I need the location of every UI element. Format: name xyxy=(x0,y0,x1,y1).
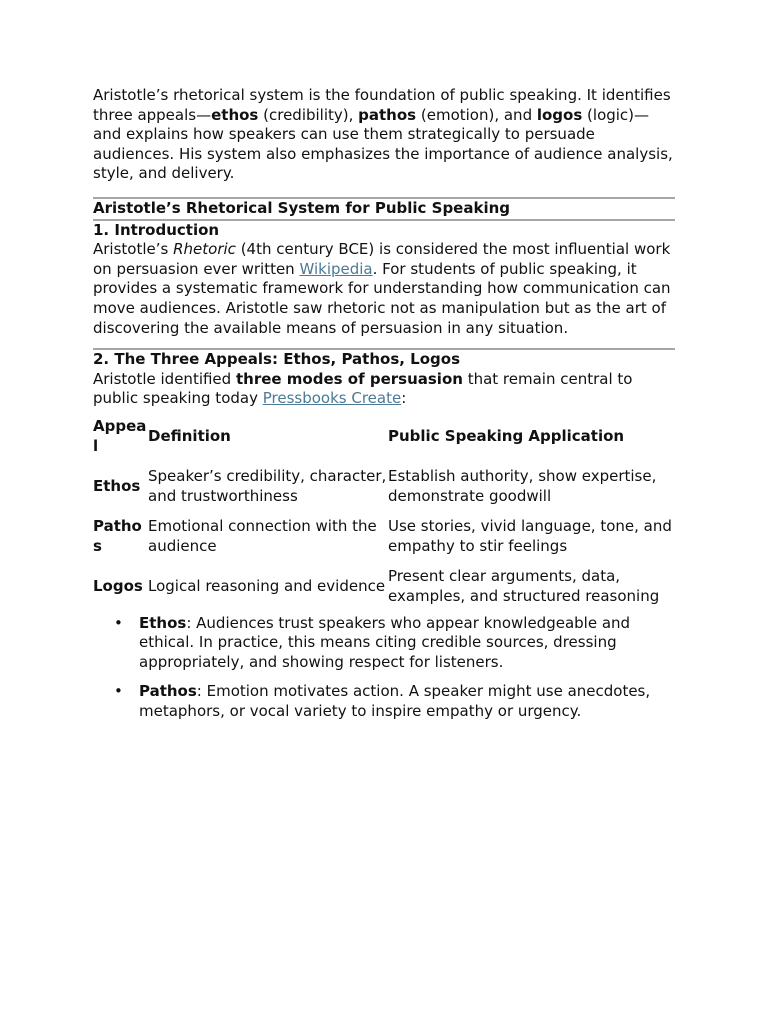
section-2-text: : xyxy=(401,389,407,408)
section-2-text: Aristotle identified xyxy=(93,369,236,388)
wikipedia-link[interactable]: Wikipedia xyxy=(299,259,373,278)
section-2-paragraph xyxy=(93,370,675,409)
appeal-cell: Logos xyxy=(93,577,143,596)
section-1-heading: 1. Introduction xyxy=(93,220,220,239)
intro-logos-term: logos xyxy=(536,105,583,124)
intro-text: Aristotle’s rhetorical system is the foundation of public speaking. It identifies three appeals— xyxy=(93,86,671,124)
section-2-text: that remain central to public speaking today xyxy=(93,369,633,408)
intro-text: (logic)—and explains how speakers can use them strategically to persuade audiences. His system also emphasizes the importance of audience analysis, style, and delivery. xyxy=(93,105,673,183)
column-header-application: Public Speaking Application xyxy=(388,426,625,445)
section-1-paragraph xyxy=(93,240,675,338)
definition-cell: Logical reasoning and evidence xyxy=(148,577,386,596)
bullet-term: Pathos xyxy=(139,682,197,701)
section-1-text: (4th century BCE) is considered the most influential work on persuasion ever written xyxy=(93,240,671,278)
column-header-definition: Definition xyxy=(148,426,231,445)
section-1-text: Aristotle’s xyxy=(93,240,174,259)
list-item xyxy=(114,613,675,673)
definition-cell: Emotional connection with the audience xyxy=(148,517,377,555)
table-header-row xyxy=(93,411,675,461)
appeals-bullet-list xyxy=(93,614,675,722)
application-cell: Establish authority, show expertise, demonstrate goodwill xyxy=(388,467,657,505)
intro-paragraph xyxy=(93,86,675,184)
list-item xyxy=(114,682,675,721)
application-cell: Present clear arguments, data, examples, and structured reasoning xyxy=(388,567,660,606)
appeal-cell: Pathos xyxy=(93,517,142,555)
bullet-term: Ethos xyxy=(139,613,187,632)
intro-pathos-term: pathos xyxy=(358,105,417,124)
appeals-table xyxy=(93,411,675,612)
table-row xyxy=(93,461,675,511)
section-1-text: . For students of public speaking, it provides a systematic framework for understanding how communication can move audiences. Aristotle saw rhetoric not as manipulation but as the art of discovering the available means of persuasion in any situation. xyxy=(93,259,671,337)
document-title: Aristotle’s Rhetorical System for Public Speaking xyxy=(93,198,511,217)
table-row xyxy=(93,561,675,611)
bullet-icon: • xyxy=(114,682,123,701)
intro-ethos-term: ethos xyxy=(211,105,259,124)
bullet-text: : Audiences trust speakers who appear knowledgeable and ethical. In practice, this means citing credible sources, dressing appropriately, and showing respect for listeners. xyxy=(139,613,631,671)
document-body xyxy=(93,86,675,732)
bullet-text: : Emotion motivates action. A speaker might use anecdotes, metaphors, or vocal variety to inspire empathy or urgency. xyxy=(139,682,651,721)
pressbooks-create-link[interactable]: Pressbooks Create xyxy=(262,389,402,408)
section-2-bold-text: three modes of persuasion xyxy=(235,369,463,388)
application-cell: Use stories, vivid language, tone, and empathy to stir feelings xyxy=(388,517,672,555)
intro-text: (emotion), and xyxy=(416,105,537,124)
section-2-heading: 2. The Three Appeals: Ethos, Pathos, Logos xyxy=(93,350,461,369)
definition-cell: Speaker’s credibility, character, and trustworthiness xyxy=(148,467,387,505)
table-row xyxy=(93,511,675,561)
rhetoric-title-italic: Rhetoric xyxy=(173,240,236,259)
column-header-appeal: Appeal xyxy=(93,416,147,455)
intro-text: (credibility), xyxy=(258,105,359,124)
appeal-cell: Ethos xyxy=(93,476,141,495)
bullet-icon: • xyxy=(114,613,123,632)
